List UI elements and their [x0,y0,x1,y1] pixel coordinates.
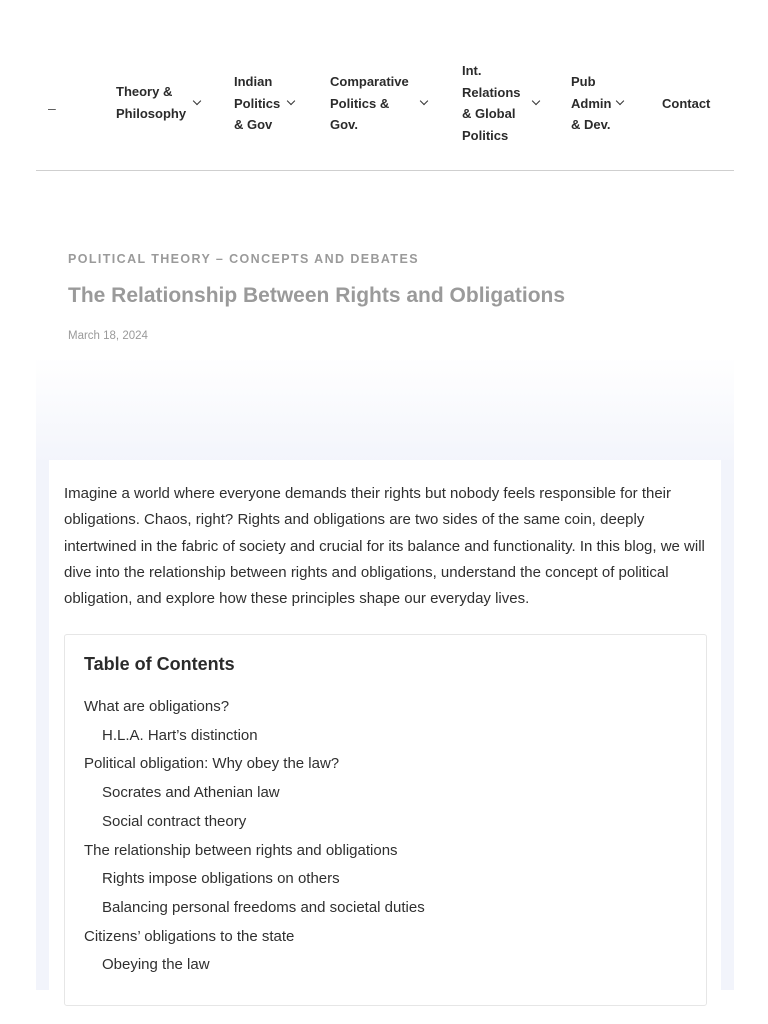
nav-item-label: Pub Admin & Dev. [571,74,612,132]
content-side-shade [36,460,49,990]
nav-item-label: Theory & Philosophy [116,84,187,121]
chevron-down-icon [193,96,201,104]
chevron-down-icon [616,97,624,105]
nav-item-international-relations[interactable] [462,60,539,146]
nav-item-label: Contact [662,96,711,111]
main-navigation [36,52,734,171]
toc-link[interactable]: Social contract theory [102,812,247,830]
toc-list [84,693,425,980]
toc-link[interactable]: H.L.A. Hart’s distinction [102,726,258,744]
menu-dash-icon[interactable]: – [48,100,56,116]
toc-link[interactable]: Political obligation: Why obey the law? [84,755,340,773]
toc-link[interactable]: Citizens’ obligations to the state [84,927,295,945]
chevron-down-icon [420,97,428,105]
toc-link[interactable]: Rights impose obligations on others [102,870,340,888]
table-of-contents [64,634,707,1006]
nav-item-public-administration[interactable] [571,71,623,136]
nav-item-contact[interactable] [662,93,710,115]
article-hero [36,171,734,471]
toc-title: Table of Contents [84,654,235,674]
chevron-down-icon [287,97,295,105]
nav-item-comparative-politics[interactable] [330,71,427,136]
nav-item-indian-politics[interactable] [234,71,294,136]
article-category[interactable]: POLITICAL THEORY – CONCEPTS AND DEBATES [68,252,419,266]
nav-item-label: Comparative Politics & Gov. [330,74,409,132]
article-date: March 18, 2024 [68,330,148,342]
nav-item-label: Int. Relations & Global Politics [462,63,521,143]
toc-link[interactable]: The relationship between rights and obligations [84,841,398,859]
nav-item-label: Indian Politics & Gov [234,74,281,132]
toc-link[interactable]: What are obligations? [84,698,230,715]
nav-item-theory-philosophy[interactable] [116,81,200,124]
article-title: The Relationship Between Rights and Obligations [68,284,566,307]
chevron-down-icon [531,97,539,105]
article-intro-paragraph: Imagine a world where everyone demands their rights but nobody feels responsible for their obligations. Chaos, right? Rights and obligations are two sides of the same coin, deeply intertwined in the fabric of society and crucial for its balance and functionality. In this blog, we will dive into the relationship between rights and obligations, understand the concept of political obligation, and explore how these principles shape our everyday lives. [64,485,705,608]
toc-link[interactable]: Socrates and Athenian law [102,784,280,802]
toc-link[interactable]: Obeying the law [102,956,210,974]
toc-link[interactable]: Balancing personal freedoms and societal duties [102,898,425,916]
content-side-shade [721,460,734,990]
